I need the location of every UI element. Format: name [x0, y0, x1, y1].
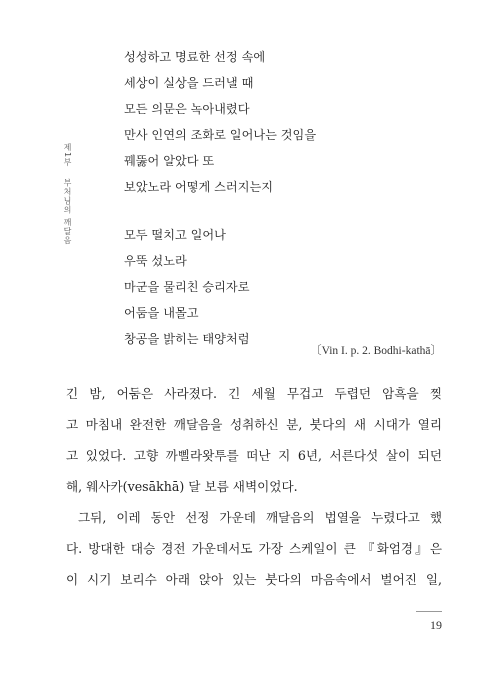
- running-header-title: 부처님의 깨달음: [63, 178, 72, 246]
- verse-citation: 〔Vin I. p. 2. Bodhi-kathā〕: [310, 345, 442, 357]
- stanza-gap: [124, 200, 316, 222]
- verse-line: 우뚝 섰노라: [124, 254, 187, 268]
- verse-line: 보았노라 어떻게 스러지는지: [124, 180, 274, 194]
- verse-block: [124, 44, 316, 352]
- prose-line: 고 마침내 완전한 깨달음을 성취하신 분, 붓다의 새 시대가 열리: [66, 417, 442, 432]
- prose-line: 고 있었다. 고향 까삘라왓투를 떠난 지 6년, 서른다섯 살이 되던: [66, 448, 442, 463]
- page-number: 19: [430, 618, 442, 632]
- verse-line: 창공을 밝히는 태양처럼: [124, 332, 250, 346]
- verse-line: 성성하고 명료한 선정 속에: [124, 50, 266, 64]
- verse-line: 어둠을 내몰고: [124, 306, 199, 320]
- verse-line: 꿰뚫어 알았다 또: [124, 154, 215, 168]
- prose-line: 다. 방대한 대승 경전 가운데서도 가장 스케일이 큰 『화엄경』은: [66, 541, 442, 556]
- footer-rule: [416, 611, 442, 612]
- running-header-chapter: 제1부: [63, 143, 72, 168]
- running-header: [62, 143, 73, 245]
- verse-line: 마군을 물리친 승리자로: [124, 280, 250, 294]
- prose-line: 해, 웨사카(vesākhā) 달 보름 새벽이었다.: [66, 479, 298, 494]
- prose-line: 긴 밤, 어둠은 사라졌다. 긴 세월 무겁고 두렵던 암흑을 찢: [66, 386, 442, 401]
- verse-line: 만사 인연의 조화로 일어나는 것임을: [124, 128, 317, 142]
- verse-line: 모두 떨치고 일어나: [124, 228, 226, 242]
- prose-line: 이 시기 보리수 아래 앉아 있는 붓다의 마음속에서 벌어진 일,: [66, 572, 442, 587]
- body-text: [66, 378, 442, 595]
- verse-line: 모든 의문은 녹아내렸다: [124, 102, 250, 116]
- verse-line: 세상이 실상을 드러낼 때: [124, 76, 254, 90]
- prose-line: 그뒤, 이레 동안 선정 가운데 깨달음의 법열을 누렸다고 했: [78, 510, 442, 525]
